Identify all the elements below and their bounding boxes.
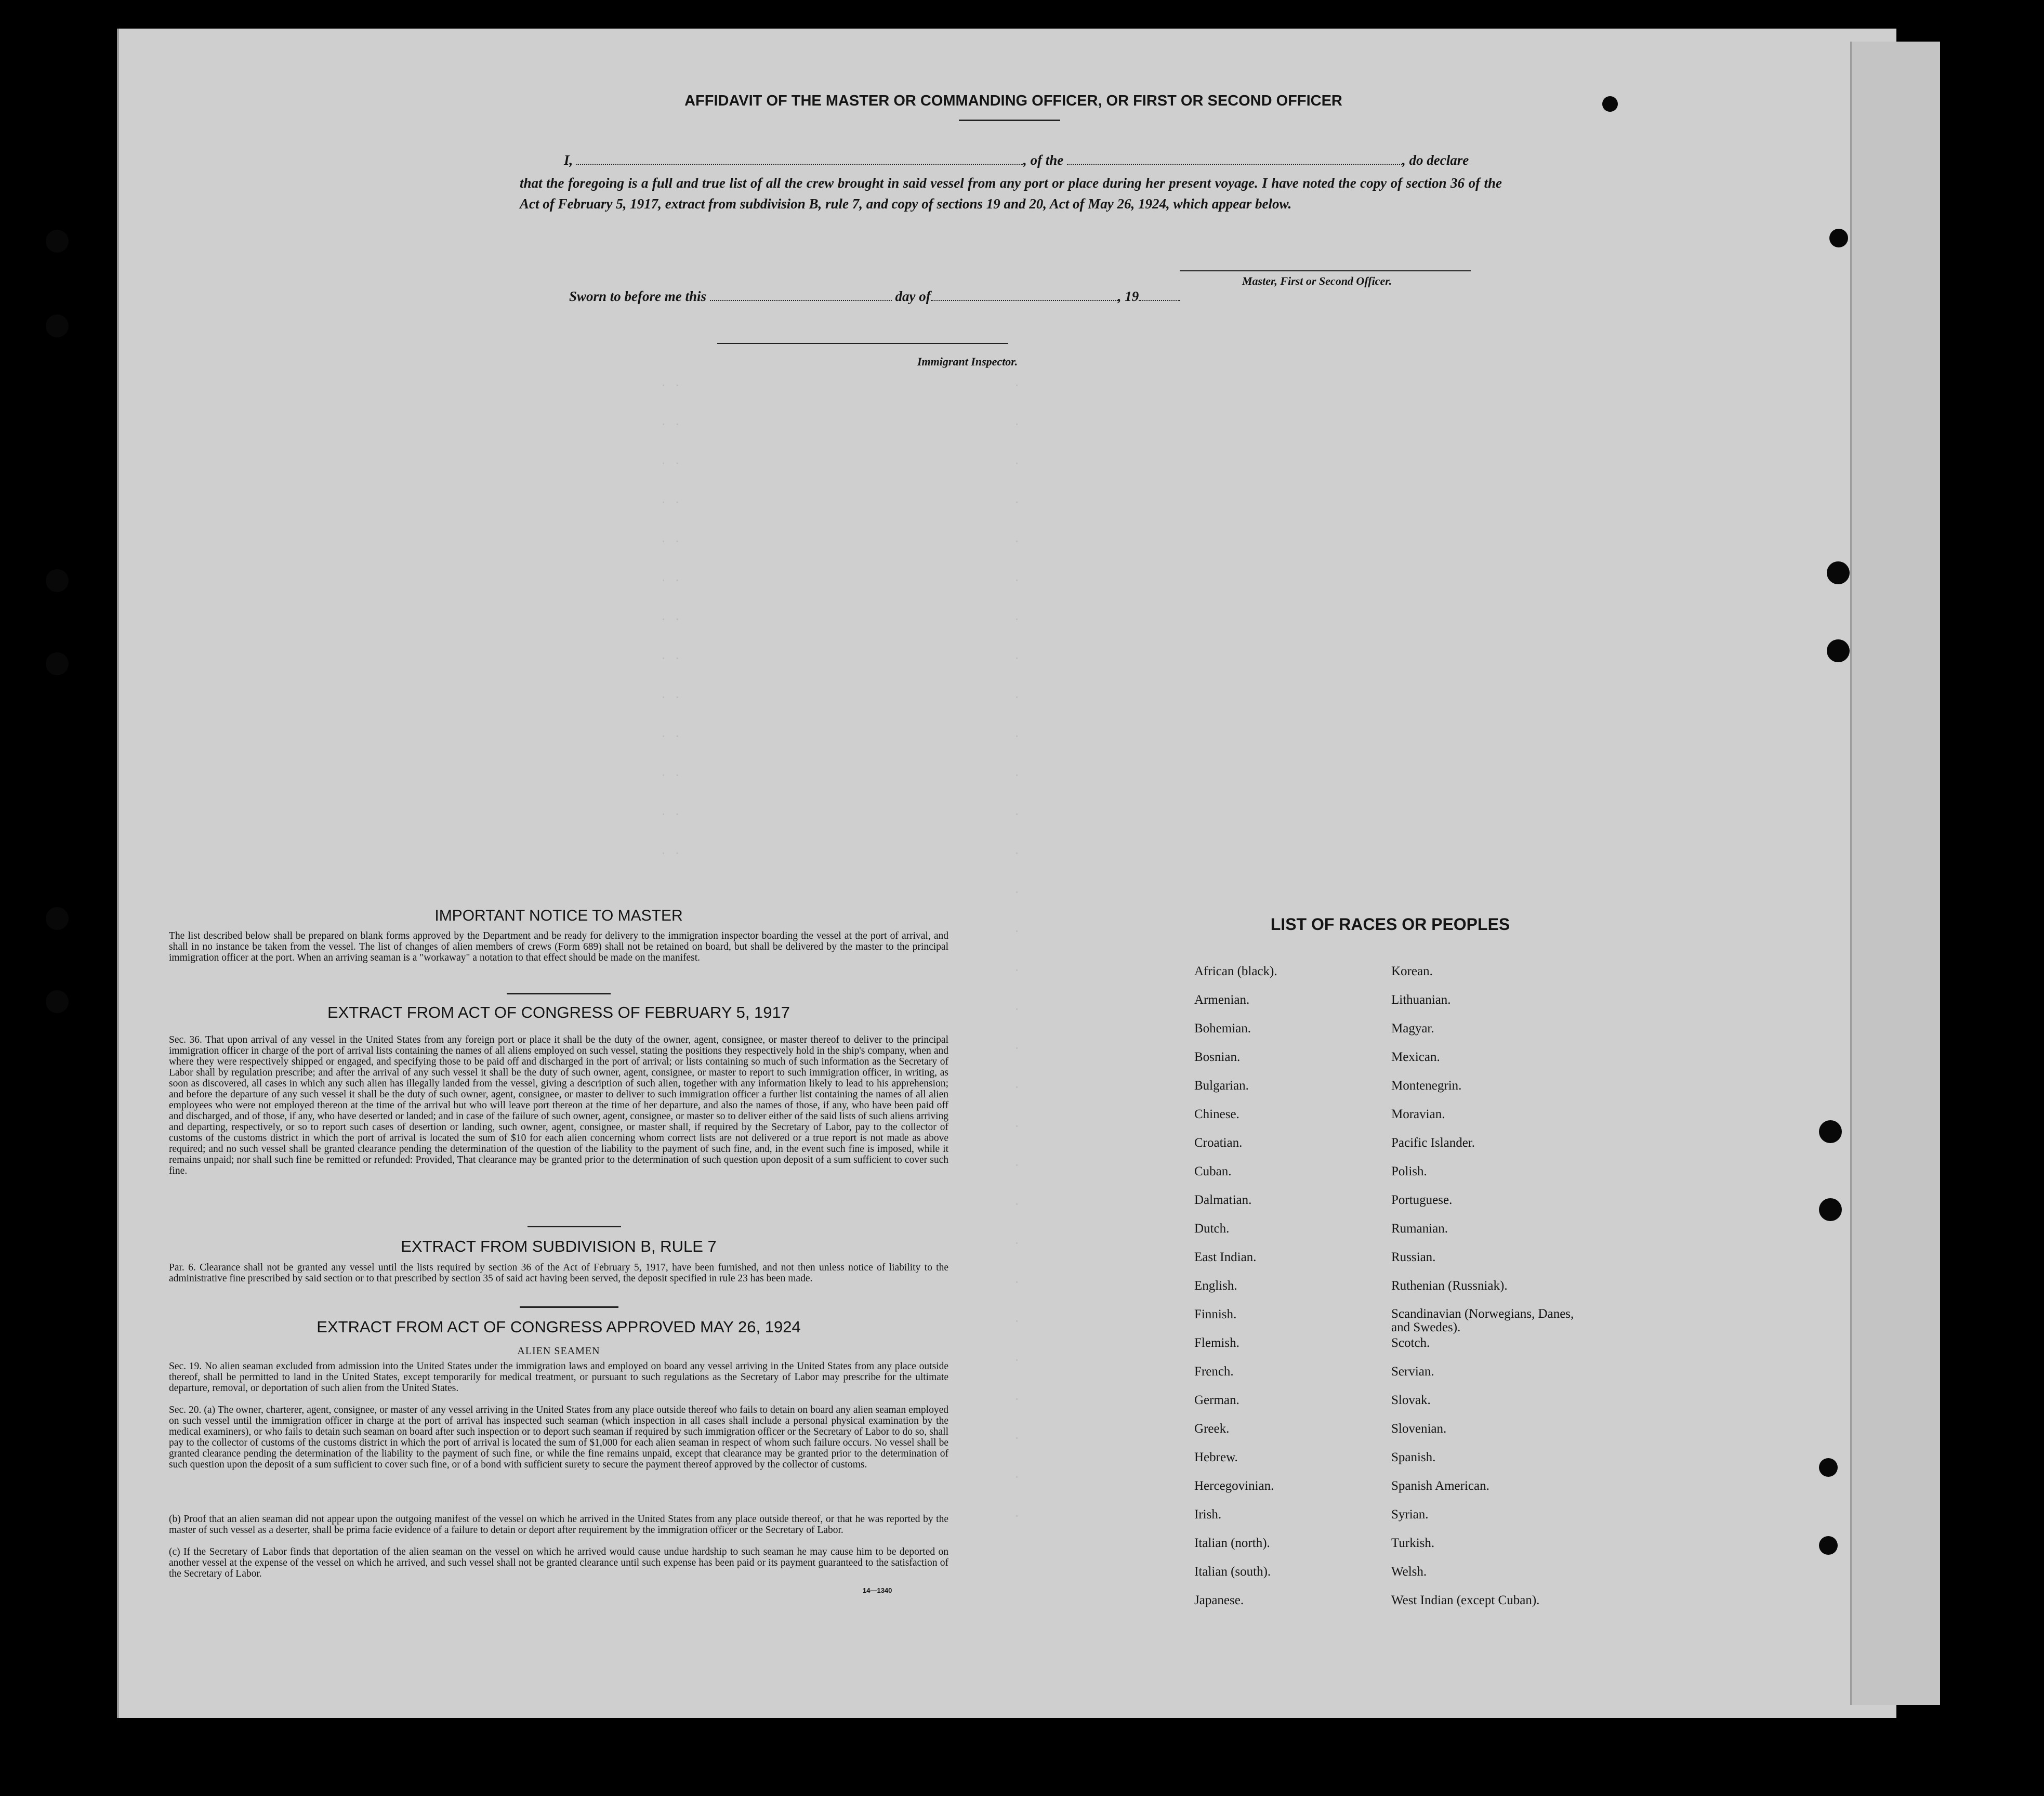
race-item: Pacific Islander. <box>1391 1136 1475 1150</box>
notice-title: IMPORTANT NOTICE TO MASTER <box>434 907 683 924</box>
race-item: Dutch. <box>1194 1222 1230 1236</box>
race-item: Magyar. <box>1391 1021 1434 1035</box>
race-item: Finnish. <box>1194 1307 1237 1321</box>
race-item: Moravian. <box>1391 1107 1445 1121</box>
divider <box>507 993 611 994</box>
binder-hole <box>46 230 69 253</box>
race-item: Russian. <box>1391 1250 1436 1264</box>
extract-1924-subtitle: ALIEN SEAMEN <box>517 1345 600 1357</box>
sworn-text: Sworn to before me this <box>569 289 707 304</box>
race-item: Bosnian. <box>1194 1050 1241 1064</box>
notice-body: The list described below shall be prepared on blank forms approved by the Department and be ready for delivery to the immigration inspector boarding the vessel at the port of arrival, and shall in no instance be taken from the vessel. The list of changes of alien members of crews (Form 689) shall not be retained on board, but shall be delivered by the master to the principal immigration officer at the port. When an arriving seaman is a "workaway" a notation to that effect should be made on the manifest. <box>169 930 948 963</box>
extract-rule7-body: Par. 6. Clearance shall not be granted any vessel until the lists required by section 36 of the Act of February 5, 1917, have been furnished, and not then unless notice of liability to the administrative fine prescribed by said section or to that prescribed by section 35 of said act having been served, the deposit specified in rule 23 has been made. <box>169 1262 948 1284</box>
extract-1924-p3: (b) Proof that an alien seaman did not appear upon the outgoing manifest of the vessel on which he arrived in the United States from any place outside thereof, or that he was reported by the master of such vessel as a deserter, shall be prima facie evidence of a failure to detain or deport after requirement by the immigration officer or the Secretary of Labor. <box>169 1514 948 1536</box>
race-item: West Indian (except Cuban). <box>1391 1593 1540 1607</box>
binder-hole <box>1602 96 1618 112</box>
affidavit-declare: , do declare <box>1402 152 1469 168</box>
race-item: Italian (south). <box>1194 1565 1271 1579</box>
race-item: Dalmatian. <box>1194 1193 1252 1207</box>
underlying-page-edge <box>1850 42 1940 1705</box>
race-item: Croatian. <box>1194 1136 1243 1150</box>
binder-hole <box>46 652 69 675</box>
race-item: Portuguese. <box>1391 1193 1453 1207</box>
binder-hole <box>1827 561 1850 584</box>
race-item: Montenegrin. <box>1391 1079 1462 1093</box>
race-item: Armenian. <box>1194 993 1250 1007</box>
race-item: Korean. <box>1391 964 1433 978</box>
affidavit-of: , of the <box>1023 152 1064 168</box>
divider <box>528 1226 621 1227</box>
race-item: Syrian. <box>1391 1507 1429 1522</box>
races-column-1 <box>1194 964 1376 1622</box>
race-item: Greek. <box>1194 1422 1230 1436</box>
extract-1924-title: EXTRACT FROM ACT OF CONGRESS APPROVED MAY 26, 1924 <box>317 1318 801 1336</box>
races-title: LIST OF RACES OR PEOPLES <box>1270 915 1510 934</box>
race-item: German. <box>1194 1393 1239 1407</box>
race-item: Spanish American. <box>1391 1479 1489 1493</box>
master-label: Master, First or Second Officer. <box>1242 274 1392 287</box>
race-item: Scandinavian (Norwegians, Danes, and Swedes). <box>1391 1307 1574 1334</box>
race-item: Polish. <box>1391 1164 1427 1178</box>
vessel-blank[interactable] <box>1067 164 1402 165</box>
race-item: Lithuanian. <box>1391 993 1451 1007</box>
extract-1917-title: EXTRACT FROM ACT OF CONGRESS OF FEBRUARY 5, 1917 <box>327 1003 790 1021</box>
race-item: Scotch. <box>1391 1336 1430 1350</box>
extract-rule7-title: EXTRACT FROM SUBDIVISION B, RULE 7 <box>401 1237 717 1255</box>
name-blank[interactable] <box>576 164 1023 165</box>
bleed-through-marks: . . . . . . . . . . . . . . . . . . . . . . . . . . <box>660 377 681 858</box>
binder-hole <box>46 990 69 1013</box>
day-blank[interactable] <box>710 300 892 301</box>
race-item: Japanese. <box>1194 1593 1244 1607</box>
race-item: Ruthenian (Russniak). <box>1391 1279 1508 1293</box>
race-item: Mexican. <box>1391 1050 1440 1064</box>
race-item: Turkish. <box>1391 1536 1435 1550</box>
race-item: Welsh. <box>1391 1565 1427 1579</box>
day-of-text: day of <box>895 289 931 304</box>
race-item: Rumanian. <box>1391 1222 1448 1236</box>
divider <box>959 120 1060 121</box>
race-item: Spanish. <box>1391 1450 1436 1464</box>
divider <box>520 1306 618 1308</box>
races-column-2 <box>1391 964 1625 1622</box>
race-item: African (black). <box>1194 964 1277 978</box>
binder-hole <box>46 314 69 337</box>
extract-1924-p2: Sec. 20. (a) The owner, charterer, agent, consignee, or master of any vessel arriving in the United States from any place outside thereof who fails to detain on board any alien seaman employed on such vessel until the immigration officer in charge at the port of arrival has inspected such seaman (which inspection in all cases shall include a personal physical examination by the medical examiners), or who fails to detain such seaman on board after such inspection or to deport such seaman if required by such immigration officer or the Secretary of Labor to do so, shall pay to the collector of customs of the customs district in which the port of arrival is located the sum of $1,000 for each alien seaman in respect of whom such failure occurs. No vessel shall be granted clearance pending the determination of the liability to the payment of such fine, or while the fine remains unpaid, except that clearance may be granted prior to the determination of such question upon the deposit of a sum sufficient to cover such fine, or of a bond with sufficient surety to secure the payment thereof approved by the collector of customs. <box>169 1405 948 1470</box>
binder-hole <box>1827 639 1850 662</box>
race-item: Slovenian. <box>1391 1422 1447 1436</box>
race-item: Bulgarian. <box>1194 1079 1249 1093</box>
race-item: English. <box>1194 1279 1237 1293</box>
race-item: Cuban. <box>1194 1164 1232 1178</box>
affidavit-line1 <box>564 152 1469 168</box>
race-item: Chinese. <box>1194 1107 1239 1121</box>
binder-hole <box>1829 229 1848 247</box>
race-item: Slovak. <box>1391 1393 1431 1407</box>
race-item: East Indian. <box>1194 1250 1257 1264</box>
month-blank[interactable] <box>931 300 1118 301</box>
binder-hole <box>1819 1536 1838 1555</box>
affidavit-title: AFFIDAVIT OF THE MASTER OR COMMANDING OFFICER, OR FIRST OR SECOND OFFICER <box>684 93 1342 109</box>
sworn-line <box>569 289 1180 305</box>
race-item: French. <box>1194 1365 1234 1379</box>
race-item: Hebrew. <box>1194 1450 1238 1464</box>
race-item: Irish. <box>1194 1507 1222 1522</box>
binder-hole <box>1819 1458 1838 1477</box>
year-text: , 19 <box>1117 289 1139 304</box>
binder-hole <box>1819 1120 1842 1143</box>
race-item: Servian. <box>1391 1365 1434 1379</box>
race-item: Italian (north). <box>1194 1536 1270 1550</box>
inspector-signature-line[interactable] <box>717 343 1008 344</box>
affidavit-i: I, <box>564 152 573 168</box>
extract-1924-p4: (c) If the Secretary of Labor finds that deportation of the alien seaman on the vessel on which he arrived would cause undue hardship to such seaman he may cause him to be deported on another vessel at the expense of the vessel on which he arrived, and such vessel shall not be granted clearance until such expense has been paid or its payment guaranteed to the satisfaction of the Secretary of Labor. <box>169 1546 948 1579</box>
binder-hole <box>46 569 69 592</box>
race-item: Flemish. <box>1194 1336 1239 1350</box>
binder-hole <box>46 907 69 930</box>
form-number: 14—1340 <box>863 1587 892 1594</box>
binder-hole <box>1819 1198 1842 1221</box>
extract-1924-p1: Sec. 19. No alien seaman excluded from admission into the United States under the immigration laws and employed on board any vessel arriving in the United States from any place outside thereof, shall be permitted to land in the United States, except temporarily for medical treatment, or pursuant to such regulations as the Secretary of Labor may prescribe for the ultimate departure, removal, or deportation of such alien from the United States. <box>169 1361 948 1394</box>
master-signature-line[interactable] <box>1180 270 1471 271</box>
affidavit-body: that the foregoing is a full and true list of all the crew brought in said vessel from any port or place during her present voyage. I have noted the copy of section 36 of the Act of February 5, 1917, extract from subdivision B, rule 7, and copy of sections 19 and 20, Act of May 26, 1924, which appear below. <box>520 175 1502 212</box>
year-blank[interactable] <box>1139 300 1180 301</box>
race-item: Bohemian. <box>1194 1021 1251 1035</box>
race-item: Hercegovinian. <box>1194 1479 1274 1493</box>
inspector-label: Immigrant Inspector. <box>917 355 1018 368</box>
extract-1917-body: Sec. 36. That upon arrival of any vessel in the United States from any foreign port or place it shall be the duty of the owner, agent, consignee, or master thereof to deliver to the principal immigration officer in charge of the port of arrival lists containing the names of all aliens employed on such vessel, stating the positions they respectively hold in the ship's company, when and where they were respectively shipped or engaged, and specifying those to be paid off and discharged in the port of arrival; or lists containing so much of such information as the Secretary of Labor shall by regulation prescribe; and after the arrival of any such vessel it shall be the duty of such owner, agent, consignee, or master to report to such immigration officer, in writing, as soon as discovered, all cases in which any such alien has illegally landed from the vessel, giving a description of such alien, together with any information likely to lead to his apprehension; and before the departure of any such vessel it shall be the duty of such owner, agent, consignee, or master to deliver to such immigration officer a further list containing the names of all alien employees who were not employed thereon at the time of the arrival but who will leave port thereon at the time of her departure, and also the names of those, if any, who have been paid off and discharged, and of those, if any, who have deserted or landed; and in case of the failure of such owner, agent, consignee, or master so to deliver either of the said lists of such aliens arriving and departing, respectively, or so to report such cases of desertion or landing, such owner, agent, consignee, or master shall, if required by the Secretary of Labor, pay to the collector of customs of the customs district in which the port of arrival is located the sum of $10 for each alien concerning whom correct lists are not delivered or a true report is not made as above required; and no such vessel shall be granted clearance pending the determination of the question of the liability to the payment of such fine, and, in the event such fine is imposed, while it remains unpaid; nor shall such fine be remitted or refunded: Provided, That clearance may be granted prior to the determination of such question upon deposit of a sum sufficient to cover such fine. <box>169 1034 948 1176</box>
bleed-through-marks: . . . . . . . . . . . . . . . . . . . . . . . . . . . . . . <box>1013 377 1021 1520</box>
